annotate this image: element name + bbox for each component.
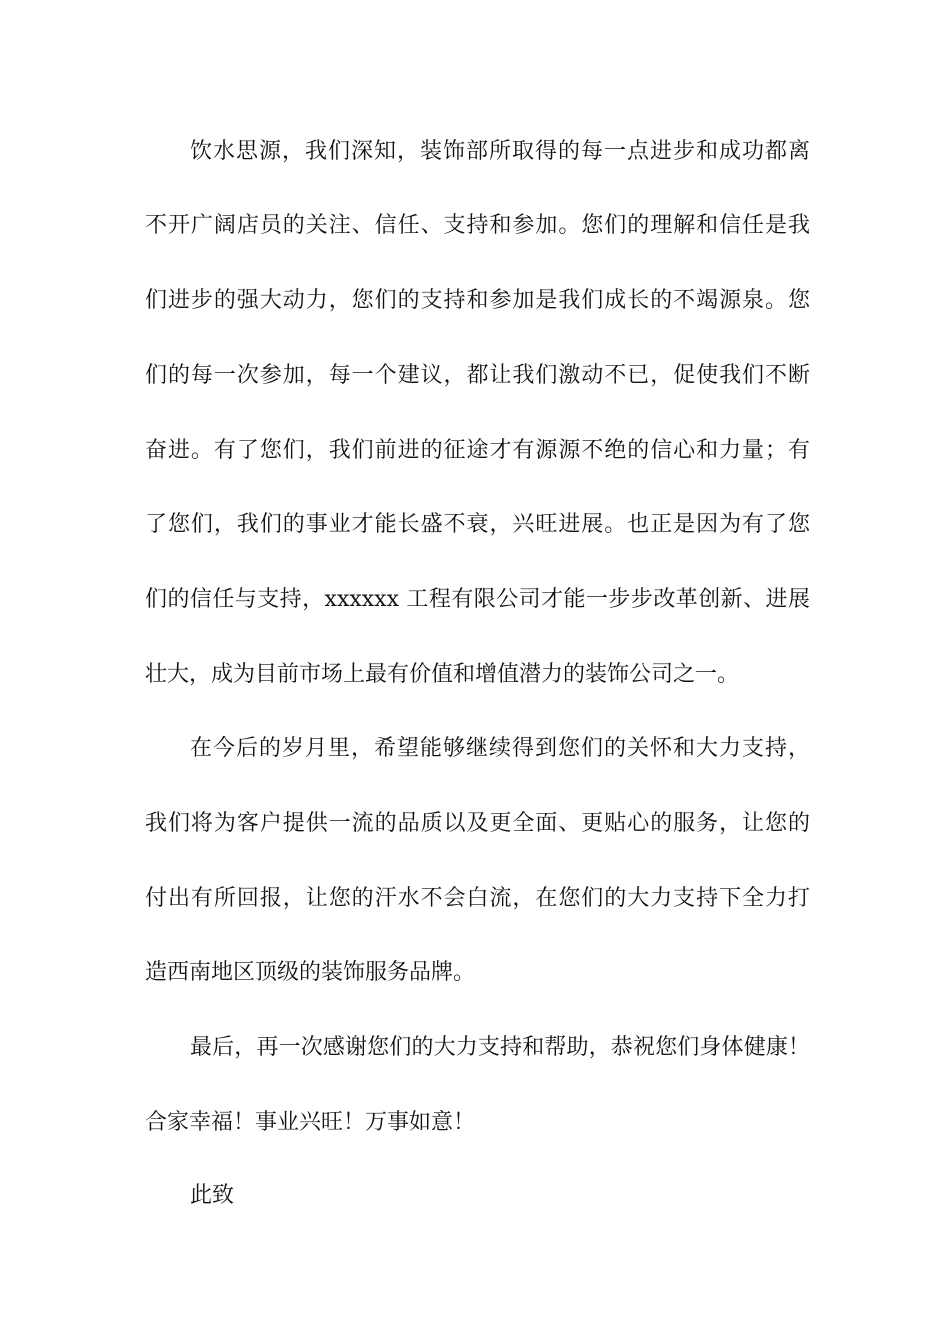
paragraph-3-line-1: 最后，再一次感谢您们的大力支持和帮助，恭祝您们身体健康！ bbox=[190, 1035, 810, 1060]
closing-salutation: 此致 bbox=[190, 1183, 235, 1208]
paragraph-1-line-7: 们的信任与支持，xxxxxx 工程有限公司才能一步步改革创新、进展 bbox=[145, 587, 810, 612]
paragraph-1-line-2: 不开广阔店员的关注、信任、支持和参加。您们的理解和信任是我 bbox=[145, 213, 810, 238]
paragraph-3-line-2: 合家幸福！事业兴旺！万事如意！ bbox=[145, 1110, 476, 1135]
paragraph-1-line-5: 奋进。有了您们，我们前进的征途才有源源不绝的信心和力量；有 bbox=[145, 438, 810, 463]
paragraph-1-line-8: 壮大，成为目前市场上最有价值和增值潜力的装饰公司之一。 bbox=[145, 662, 740, 687]
paragraph-2-line-4: 造西南地区顶级的装饰服务品牌。 bbox=[145, 960, 476, 985]
paragraph-1-line-4: 们的每一次参加，每一个建议，都让我们激动不已，促使我们不断 bbox=[145, 363, 810, 388]
paragraph-1-line-1: 饮水思源，我们深知，装饰部所取得的每一点进步和成功都离 bbox=[190, 139, 810, 164]
paragraph-2-line-3: 付出有所回报，让您的汗水不会白流，在您们的大力支持下全力打 bbox=[145, 886, 810, 911]
paragraph-2-line-2: 我们将为客户提供一流的品质以及更全面、更贴心的服务，让您的 bbox=[145, 811, 810, 836]
paragraph-1-line-6: 了您们，我们的事业才能长盛不衰，兴旺进展。也正是因为有了您 bbox=[145, 512, 810, 537]
paragraph-2-line-1: 在今后的岁月里，希望能够继续得到您们的关怀和大力支持， bbox=[190, 736, 810, 761]
paragraph-1-line-3: 们进步的强大动力，您们的支持和参加是我们成长的不竭源泉。您 bbox=[145, 288, 810, 313]
